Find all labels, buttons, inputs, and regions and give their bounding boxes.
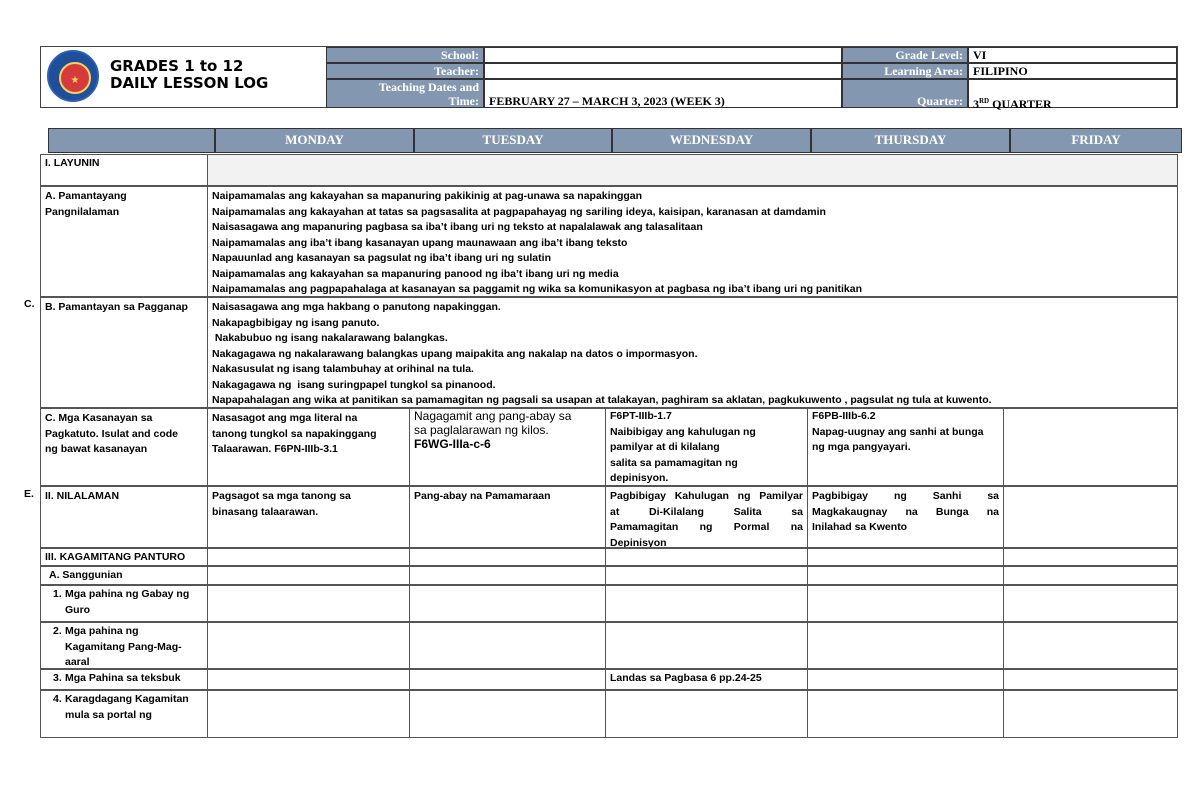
- kasanayan-label-line: Pagkatuto. Isulat and code: [45, 427, 179, 440]
- pamantayang-line: Naipamamalas ang kakayahan at tatas sa pagsasalita at pagpapahayag ng sariling ideya, kaisipan, karanasan at damdamin: [212, 205, 826, 218]
- kasanayan-thursday[interactable]: [807, 408, 1004, 486]
- nilalaman-monday-line: binasang talaarawan.: [212, 505, 319, 518]
- kagamitan-label: III. KAGAMITANG PANTURO: [40, 548, 208, 566]
- quarter-word: QUARTER: [989, 97, 1052, 111]
- day-header-wednesday: WEDNESDAY: [612, 128, 811, 153]
- layunin-label: I. LAYUNIN: [40, 154, 208, 186]
- gabay-monday[interactable]: [207, 585, 410, 622]
- quarter-label: Quarter:: [842, 79, 968, 108]
- teksbuk-monday[interactable]: [207, 669, 410, 690]
- teksbuk-label: [40, 669, 208, 690]
- kasanayan-label-line: C. Mga Kasanayan sa: [45, 412, 153, 424]
- nilalaman-thursday-line: Magkakaugnay na Bunga na: [812, 505, 999, 518]
- nilalaman-friday[interactable]: [1003, 486, 1178, 548]
- nilalaman-monday[interactable]: [207, 486, 410, 548]
- pagganap-line: Nakabubuo ng isang nakalarawang balangkas.: [212, 332, 448, 344]
- gabay-wednesday[interactable]: [605, 585, 808, 622]
- nilalaman-thursday-line: Pagbibigay ng Sanhi sa: [812, 490, 999, 502]
- kagamitan-pang-tuesday[interactable]: [409, 622, 606, 669]
- pamantayang-label: [40, 186, 208, 297]
- kagamitan-pang-label-line: Mga pahina ng: [65, 625, 139, 637]
- teksbuk-label-text: Mga Pahina sa teksbuk: [65, 672, 181, 684]
- sanggunian-label: A. Sanggunian: [40, 566, 208, 585]
- gabay-label-line: Guro: [65, 603, 91, 616]
- teacher-label: Teacher:: [326, 63, 484, 79]
- pamantayang-line: Naipamamalas ang kakayahan sa mapanuring panood ng iba’t ibang uri ng media: [212, 267, 619, 280]
- quarter-number: 3: [973, 97, 979, 111]
- teksbuk-friday[interactable]: [1003, 669, 1178, 690]
- kagamitan-pang-monday[interactable]: [207, 622, 410, 669]
- dates-value[interactable]: FEBRUARY 27 – MARCH 3, 2023 (WEEK 3): [484, 79, 842, 108]
- learning-area-value[interactable]: FILIPINO: [968, 63, 1177, 79]
- kagamitan-pang-number: 2.: [53, 625, 62, 637]
- kasanayan-tuesday[interactable]: [409, 408, 606, 486]
- karagdagan-monday[interactable]: [207, 690, 410, 738]
- pamantayang-line: Naipamamalas ang kakayahan sa mapanuring pakikinig at pag-unawa sa napakinggan: [212, 190, 643, 202]
- pagganap-line: Nakasusulat ng isang talambuhay at orihinal na tula.: [212, 363, 474, 375]
- kasanayan-monday-line: Nasasagot ang mga literal na: [212, 412, 358, 424]
- teksbuk-thursday[interactable]: [807, 669, 1004, 690]
- kagamitan-pang-wednesday[interactable]: [605, 622, 808, 669]
- quarter-value[interactable]: [968, 79, 1177, 111]
- kasanayan-wednesday-line: salita sa pamamagitan ng: [610, 456, 738, 469]
- karagdagan-label: [40, 690, 208, 738]
- form-title-line1: GRADES 1 to 12: [110, 57, 244, 75]
- sanggunian-thursday[interactable]: [807, 566, 1004, 585]
- nilalaman-thursday-line: Inilahad sa Kwento: [812, 521, 908, 533]
- grade-level-label: Grade Level:: [842, 47, 968, 63]
- sanggunian-wednesday[interactable]: [605, 566, 808, 585]
- karagdagan-thursday[interactable]: [807, 690, 1004, 738]
- kagamitan-thursday[interactable]: [807, 548, 1004, 566]
- pamantayang-label-line2: Pangnilalaman: [45, 205, 120, 218]
- sanggunian-monday[interactable]: [207, 566, 410, 585]
- pagganap-line: Nakapagbibigay ng isang panuto.: [212, 316, 380, 329]
- kasanayan-label: [40, 408, 208, 486]
- kagamitan-monday[interactable]: [207, 548, 410, 566]
- day-header-friday: FRIDAY: [1010, 128, 1182, 153]
- deped-seal-logo: ★: [47, 50, 99, 102]
- pagganap-line: Nakagagawa ng isang suringpapel tungkol sa pinanood.: [212, 378, 496, 391]
- kagamitan-friday[interactable]: [1003, 548, 1178, 566]
- teksbuk-tuesday[interactable]: [409, 669, 606, 690]
- karagdagan-tuesday[interactable]: [409, 690, 606, 738]
- pagganap-line: Nakagagawa ng nakalarawang balangkas upang maipakita ang nakalap na datos o impormasyon.: [212, 347, 698, 360]
- gabay-label: [40, 585, 208, 622]
- learning-area-label: Learning Area:: [842, 63, 968, 79]
- kasanayan-monday[interactable]: [207, 408, 410, 486]
- day-header-corner: [48, 128, 215, 153]
- layunin-content[interactable]: [207, 154, 1178, 186]
- school-label: School:: [326, 47, 484, 63]
- gabay-number: 1.: [53, 588, 62, 600]
- karagdagan-friday[interactable]: [1003, 690, 1178, 738]
- kasanayan-monday-line: Talaarawan. F6PN-IIIb-3.1: [212, 443, 338, 455]
- kasanayan-tuesday-line: sa paglalarawan ng kilos.: [414, 423, 549, 437]
- kagamitan-wednesday[interactable]: [605, 548, 808, 566]
- karagdagan-number: 4.: [53, 693, 62, 705]
- nilalaman-wednesday-line: Depinisyon: [610, 536, 667, 548]
- dates-label-line1: Teaching Dates and: [378, 80, 479, 94]
- side-mark-c: C.: [24, 298, 35, 310]
- kasanayan-tuesday-line: Nagagamit ang pang-abay sa: [414, 409, 572, 423]
- kasanayan-monday-line: tanong tungkol sa napakinggang: [212, 427, 377, 440]
- karagdagan-wednesday[interactable]: [605, 690, 808, 738]
- day-header-tuesday: TUESDAY: [414, 128, 612, 153]
- quarter-suffix: RD: [979, 97, 990, 105]
- side-mark-e: E.: [24, 488, 34, 500]
- nilalaman-tuesday[interactable]: Pang-abay na Pamamaraan: [409, 486, 606, 548]
- kasanayan-wednesday-code: F6PT-IIIb-1.7: [610, 410, 672, 422]
- gabay-friday[interactable]: [1003, 585, 1178, 622]
- kasanayan-friday[interactable]: [1003, 408, 1178, 486]
- kasanayan-wednesday-line: pamilyar at di kilalang: [610, 441, 720, 453]
- kasanayan-wednesday-line: Naibibigay ang kahulugan ng: [610, 425, 756, 438]
- day-header-monday: MONDAY: [215, 128, 414, 153]
- karagdagan-label-line: Karagdagang Kagamitan: [65, 693, 189, 705]
- kasanayan-tuesday-code: F6WG-IIIa-c-6: [414, 437, 491, 451]
- pagganap-label: B. Pamantayan sa Pagganap: [40, 297, 208, 408]
- teksbuk-number: 3.: [53, 672, 62, 684]
- gabay-tuesday[interactable]: [409, 585, 606, 622]
- pamantayang-line: Naipamamalas ang pagpapahalaga at kasanayan sa paggamit ng wika sa komunikasyon at pagbasa ng iba’t ibang uri ng panitikan: [212, 283, 863, 295]
- grade-level-value[interactable]: VI: [968, 47, 1177, 63]
- school-value[interactable]: [484, 47, 842, 63]
- pamantayang-line: Napauunlad ang kasanayan sa pagsulat ng iba’t ibang uri ng sulatin: [212, 252, 551, 264]
- pamantayang-line: Naisasagawa ang mapanuring pagbasa sa iba’t ibang uri ng teksto at napalalawak ang talasalitaan: [212, 221, 703, 233]
- nilalaman-wednesday-line: Pamamagitan ng Pormal na: [610, 521, 803, 533]
- kagamitan-pang-friday[interactable]: [1003, 622, 1178, 669]
- teacher-value[interactable]: [484, 63, 842, 79]
- gabay-thursday[interactable]: [807, 585, 1004, 622]
- kasanayan-thursday-code: F6PB-IIIb-6.2: [812, 410, 876, 422]
- kagamitan-pang-mag-aaral-label: [40, 622, 208, 669]
- sanggunian-tuesday[interactable]: [409, 566, 606, 585]
- nilalaman-label: II. NILALAMAN: [40, 486, 208, 548]
- kasanayan-thursday-line: ng mga pangyayari.: [812, 441, 911, 453]
- pamantayang-label-line1: A. Pamantayang: [45, 190, 127, 202]
- day-header-thursday: THURSDAY: [811, 128, 1010, 153]
- kasanayan-label-line: ng bawat kasanayan: [45, 443, 148, 455]
- nilalaman-thursday[interactable]: [807, 486, 1004, 548]
- pamantayang-content[interactable]: [207, 186, 1178, 297]
- nilalaman-wednesday[interactable]: [605, 486, 808, 548]
- nilalaman-wednesday-line: Pagbibigay Kahulugan ng Pamilyar: [610, 490, 803, 502]
- kagamitan-pang-label-line: Kagamitang Pang-Mag-: [65, 640, 182, 653]
- kasanayan-wednesday[interactable]: [605, 408, 808, 486]
- nilalaman-wednesday-line: at Di-Kilalang Salita sa: [610, 505, 803, 518]
- pagganap-line: Napapahalagan ang wika at panitikan sa pamamagitan ng pagsali sa usapan at talakayan, paghiram sa aklatan, pagkukuwento , pagsulat ng tula at kuwento.: [212, 394, 992, 406]
- dates-label: [326, 79, 484, 108]
- teksbuk-wednesday[interactable]: Landas sa Pagbasa 6 pp.24-25: [605, 669, 808, 690]
- kagamitan-pang-label-line: aaral: [65, 656, 90, 668]
- pagganap-content[interactable]: [207, 297, 1178, 408]
- gabay-label-line: Mga pahina ng Gabay ng: [65, 588, 190, 600]
- pamantayang-line: Naipamamalas ang iba’t ibang kasanayan upang maunawaan ang iba’t ibang teksto: [212, 236, 628, 249]
- nilalaman-monday-line: Pagsagot sa mga tanong sa: [212, 490, 351, 502]
- kasanayan-wednesday-line: depinisyon.: [610, 472, 669, 484]
- form-title-line2: DAILY LESSON LOG: [110, 74, 269, 92]
- karagdagan-label-line: mula sa portal ng: [65, 708, 152, 721]
- dates-label-line2: Time:: [448, 94, 479, 108]
- pagganap-line: Naisasagawa ang mga hakbang o panutong napakinggan.: [212, 301, 501, 313]
- kasanayan-thursday-line: Napag-uugnay ang sanhi at bunga: [812, 425, 984, 438]
- sanggunian-friday[interactable]: [1003, 566, 1178, 585]
- kagamitan-tuesday[interactable]: [409, 548, 606, 566]
- kagamitan-pang-thursday[interactable]: [807, 622, 1004, 669]
